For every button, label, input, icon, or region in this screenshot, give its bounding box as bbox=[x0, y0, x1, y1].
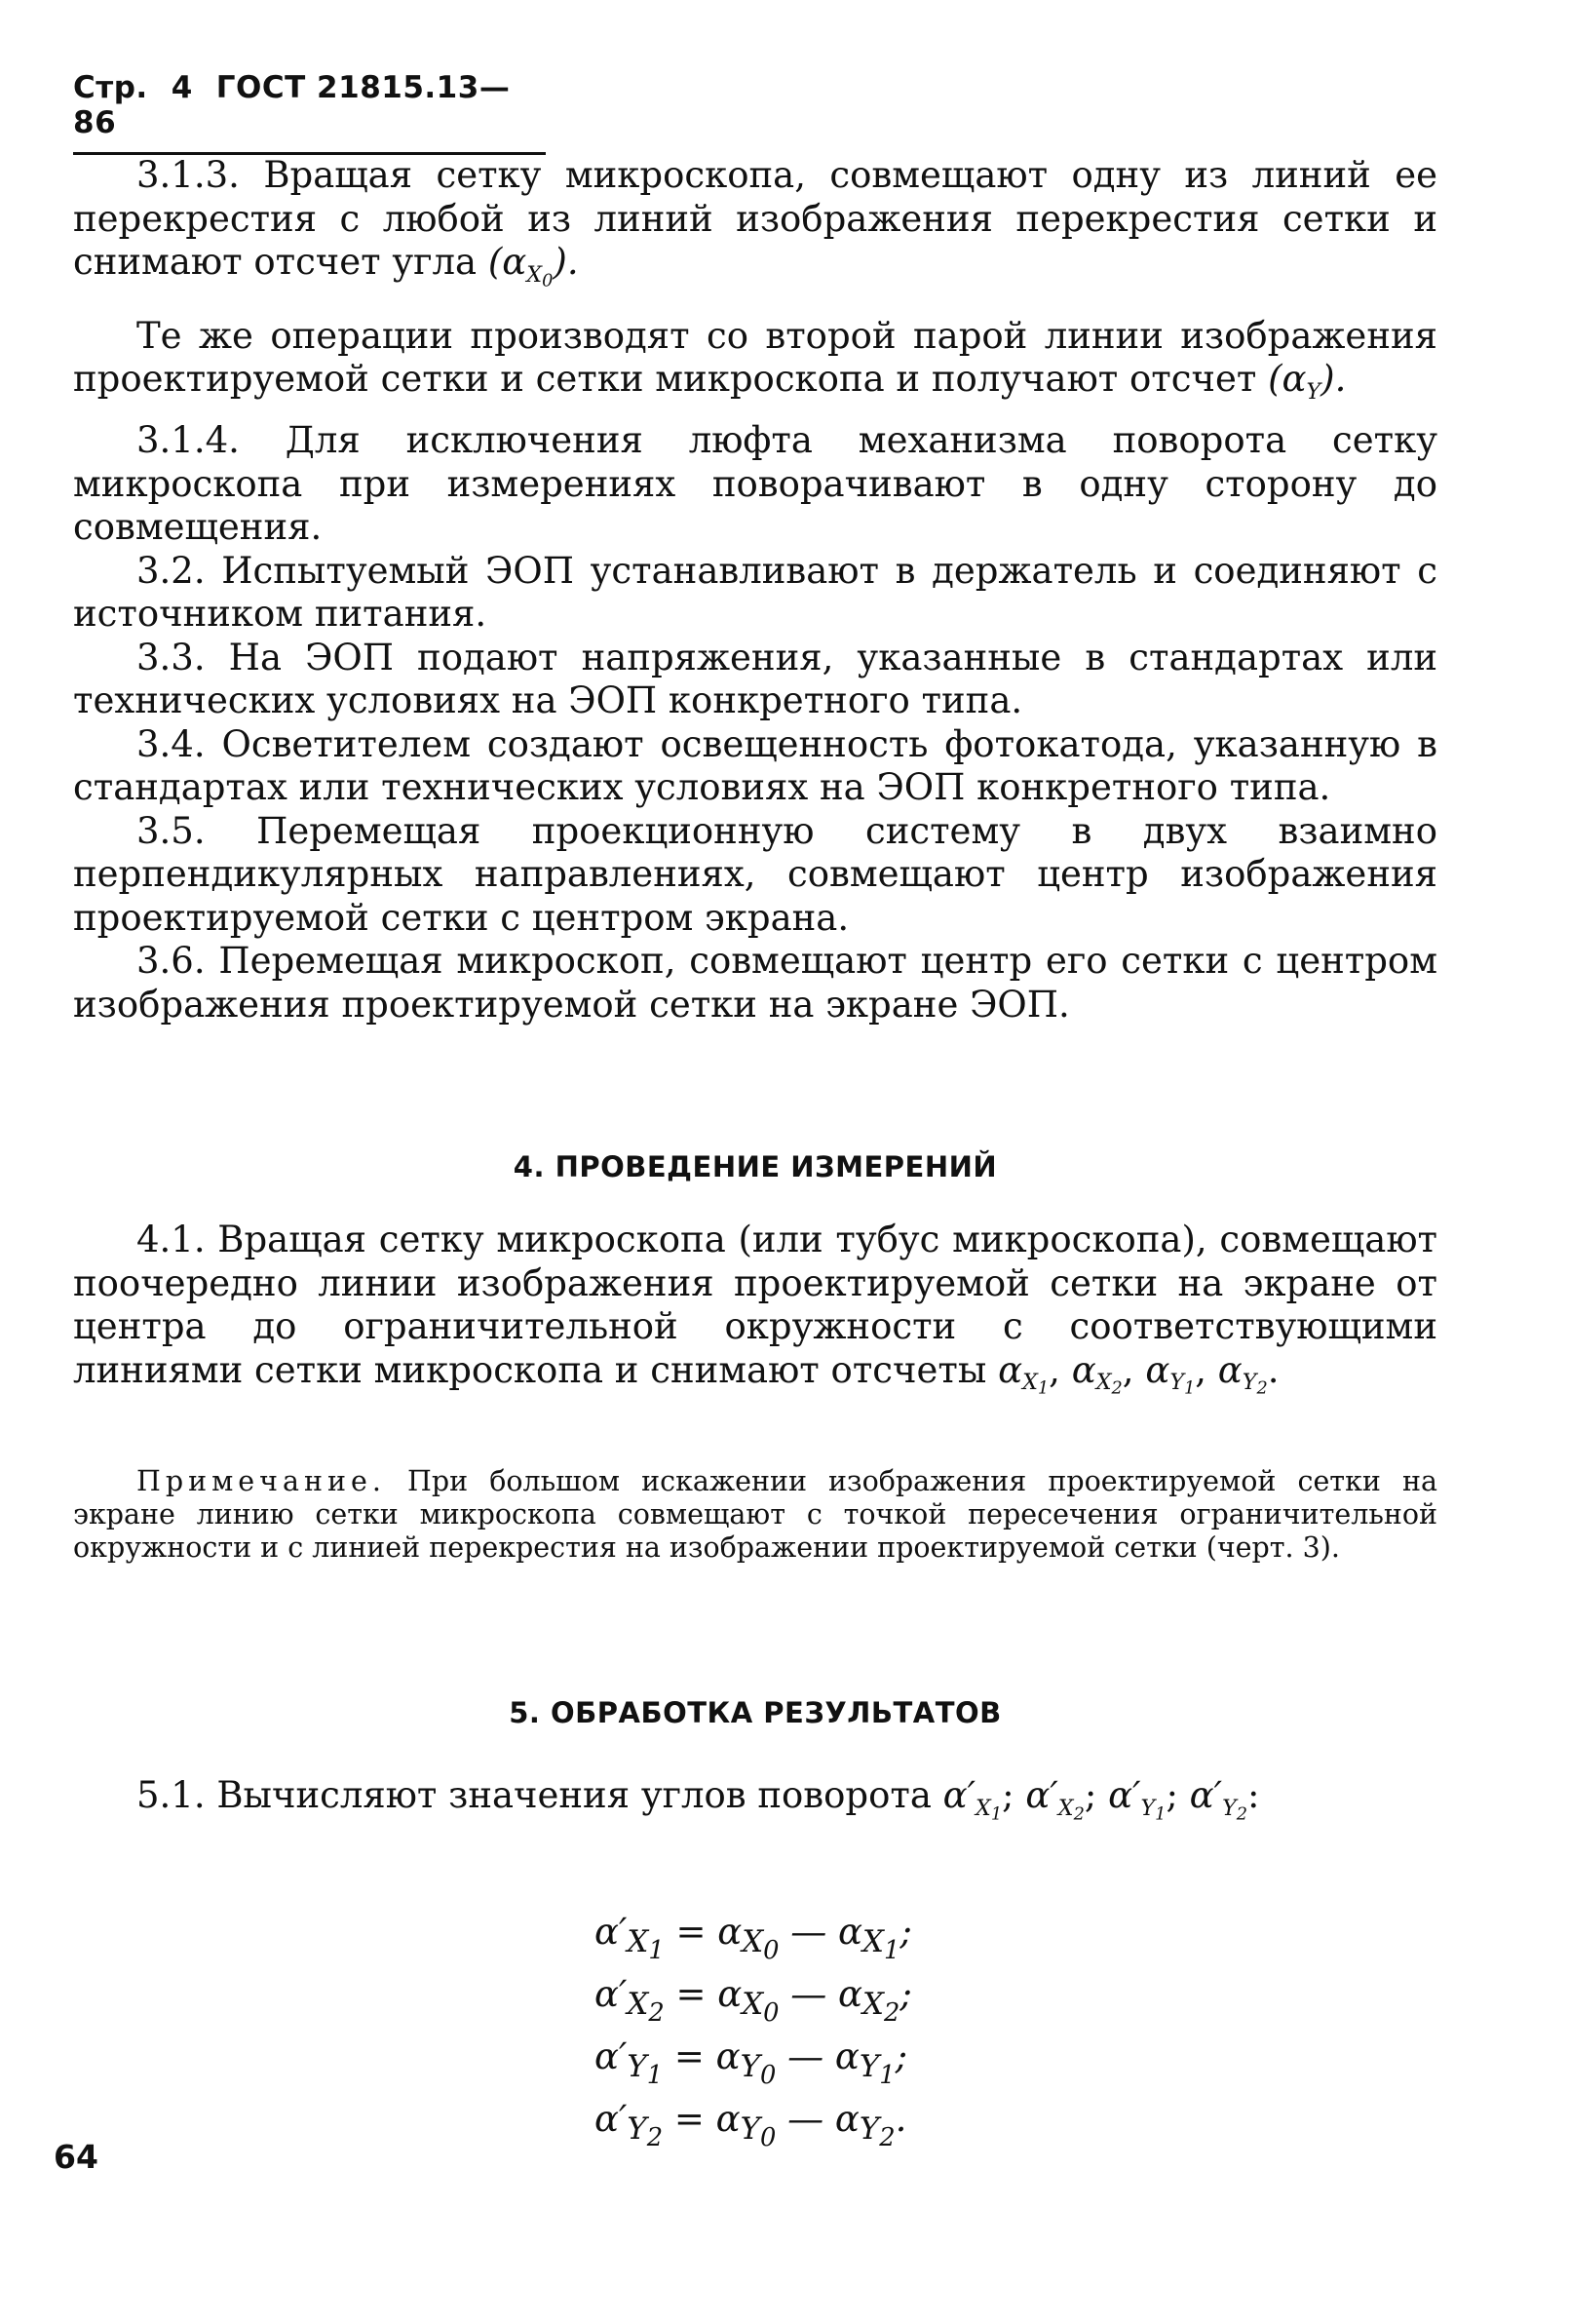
section-4-heading: 4. ПРОВЕДЕНИЕ ИЗМЕРЕНИЙ bbox=[513, 1150, 998, 1183]
alpha-y2-symbol: $\alpha_{Y_2}$ bbox=[1217, 1348, 1268, 1399]
paragraph-3-1-3-continued: Те же операции производят со второй парой линии изображения проектируемой сетки и сетки микроскопа и получают отсчет $(\alpha_Y)$. bbox=[73, 314, 1437, 405]
note-text: При большом искажении изображения проектируемой сетки на экране линию сетки микроскопа совмещают с точкой пересечения ограничительной окружности и с линией перекрестия на изображении проектируемой сетки (черт. 3). bbox=[73, 1465, 1437, 1564]
paragraph-3-4: 3.4. Осветителем создают освещенность фотокатода, указанную в стандартах или технических условиях на ЭОП конкретного типа. bbox=[73, 722, 1437, 809]
paragraph-4-1: 4.1. Вращая сетку микроскопа (или тубус микроскопа), совмещают поочередно линии изображения проектируемой сетки на экране от центра до ограничительной окружности с соответствующими линиями сетки микроскопа и снимают отсчеты $\alpha_{X_1}$, $\alpha_{X_2}$, $\alpha_{Y_1}$, $\alpha_{Y_2}$. bbox=[73, 1219, 1437, 1399]
paragraph-3-6: 3.6. Перемещая микроскоп, совмещают центр его сетки с центром изображения проектируемой сетки на экране ЭОП. bbox=[73, 940, 1437, 1026]
paragraph-3-5: 3.5. Перемещая проекционную систему в двух взаимно перпендикулярных направлениях, совмещают центр изображения проектируемой сетки с центром экрана. bbox=[73, 809, 1437, 939]
paragraph-3-2: 3.2. Испытуемый ЭОП устанавливают в держатель и соединяют с источником питания. bbox=[73, 549, 1437, 636]
page-label: Стр. bbox=[73, 70, 148, 105]
alpha-x2-symbol: $\alpha_{X_2}$ bbox=[1071, 1348, 1123, 1399]
page-header bbox=[73, 70, 546, 155]
section-4-text bbox=[73, 1219, 1437, 1411]
paragraph-3-3: 3.3. На ЭОП подают напряжения, указанные в стандартах или технических условиях на ЭОП конкретного типа. bbox=[73, 636, 1437, 722]
alpha-y-symbol: $(\alpha_Y)$. bbox=[1268, 358, 1347, 405]
section-5-text bbox=[73, 1774, 1437, 1837]
paragraph-3-1-4: 3.1.4. Для исключения люфта механизма поворота сетку микроскопа при измерениях поворачивают в одну сторону до совмещения. bbox=[73, 419, 1437, 549]
note bbox=[73, 1465, 1437, 1565]
page-number: 64 bbox=[54, 2138, 98, 2176]
paragraph-5-1: 5.1. Вычисляют значения углов поворота $\alpha'_{X_1}$; $\alpha'_{X_2}$; $\alpha'_{Y_1}$; $\alpha'_{Y_2}$: bbox=[136, 1774, 1260, 1825]
header-page-number: 4 bbox=[171, 70, 193, 105]
paragraph-3-1-3: 3.1.3. Вращая сетку микроскопа, совмещают одну из линий ее перекрестия с любой из линий изображения перекрестия сетки и снимают отсчет угла $(\alpha_{X_0})$. bbox=[73, 154, 1437, 291]
alpha-x0-symbol: $(\alpha_{X_0})$. bbox=[487, 241, 579, 291]
equation-x1: $\alpha'_{X_1} = \alpha_{X_0}$ — $\alpha_{X_1}$; bbox=[594, 1911, 912, 1966]
section-5-heading: 5. ОБРАБОТКА РЕЗУЛЬТАТОВ bbox=[509, 1696, 1002, 1729]
alpha-y1-symbol: $\alpha_{Y_1}$ bbox=[1145, 1348, 1196, 1399]
standard-code: ГОСТ 21815.13—86 bbox=[73, 70, 511, 140]
note-label: Примечание. bbox=[136, 1465, 386, 1497]
equation-x2: $\alpha'_{X_2} = \alpha_{X_0}$ — $\alpha_{X_2}$; bbox=[594, 1973, 912, 2029]
alpha-x1-symbol: $\alpha_{X_1}$ bbox=[998, 1348, 1050, 1399]
equation-y2: $\alpha'_{Y_2} = \alpha_{Y_0}$ — $\alpha_{Y_2}$. bbox=[594, 2098, 907, 2153]
equation-y1: $\alpha'_{Y_1} = \alpha_{Y_0}$ — $\alpha_{Y_1}$; bbox=[594, 2035, 908, 2091]
section-3-text bbox=[73, 154, 1437, 1026]
